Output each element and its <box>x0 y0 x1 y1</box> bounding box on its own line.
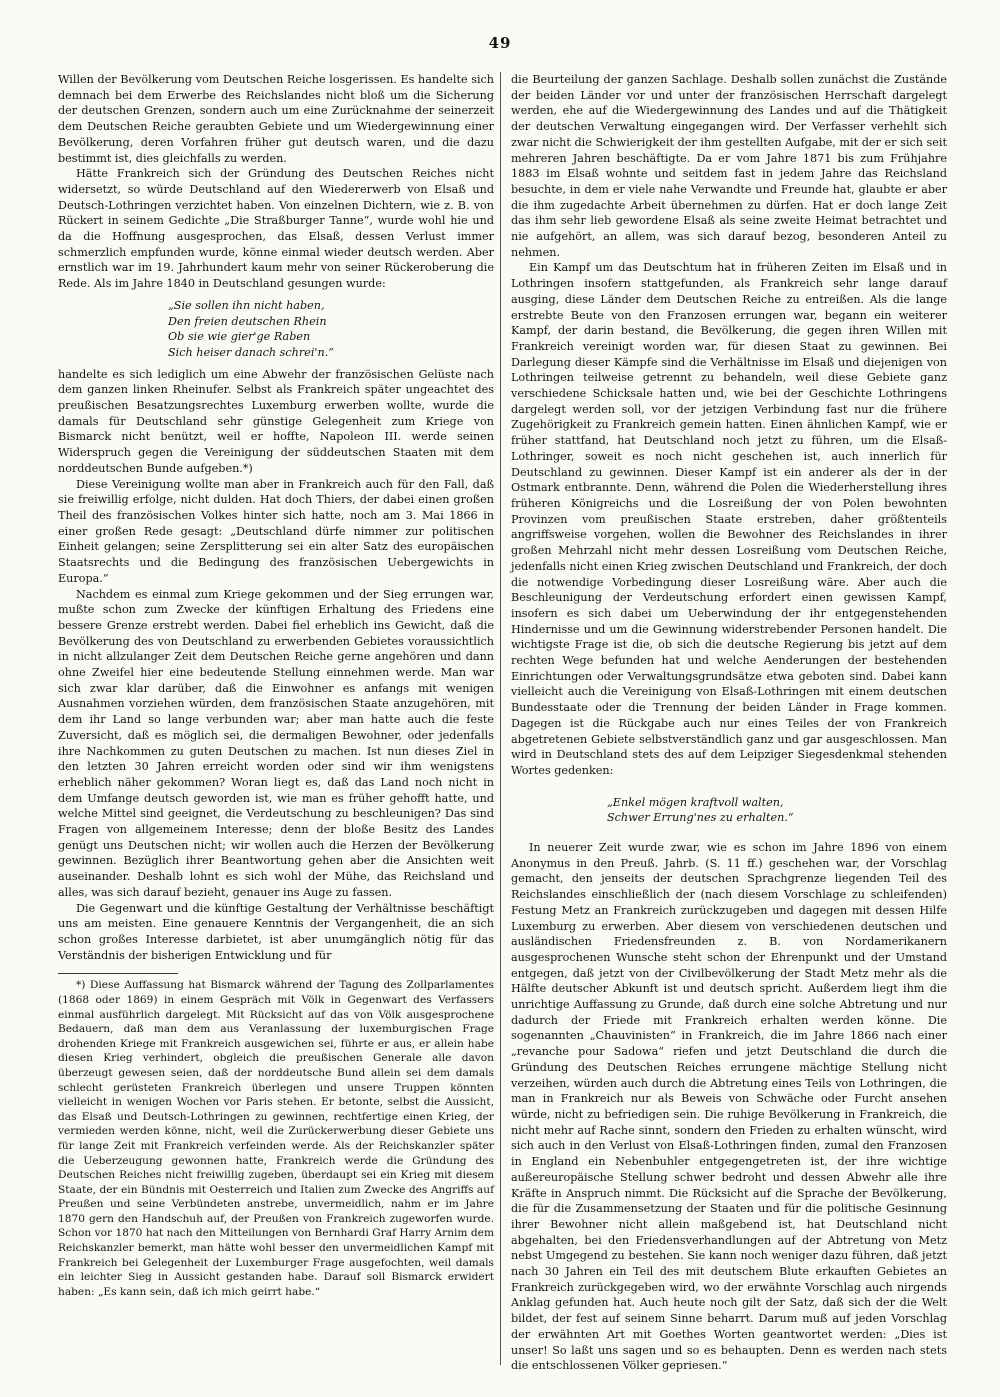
paragraph: Willen der Bevölkerung vom Deutschen Reiche losgerissen. Es handelte sich demnach bei dem Erwerbe des Reichslandes nicht bloß um die Sicherung der deutschen Grenzen, sondern auch um eine Zurücknahme der seinerzeit dem Deutschen Reiche geraubten Gebiete und um Wiedergewinnung einer Bevölkerung, deren Vorfahren früher gut deutsch waren, und die dazu bestimmt ist, dies gleichfalls zu werden. <box>58 73 494 165</box>
poem-line: „Enkel mögen kraftvoll walten, <box>607 795 784 809</box>
poem-quote <box>168 298 494 361</box>
paragraph: handelte es sich lediglich um eine Abwehr der französischen Gelüste nach dem ganzen linken Rheinufer. Selbst als Frankreich später ungeachtet des preußischen Besatzungsrechtes Luxemburg erwerben wollte, wurde die damals für Deutschland sehr günstige Gelegenheit zum Kriege von Bismarck nicht benützt, weil er hoffte, Napoleon III. werde seinen Widerspruch gegen die Vereinigung der süddeutschen Staaten mit dem norddeutschen Bunde aufgeben.*) <box>58 367 494 475</box>
left-column <box>58 72 494 1299</box>
poem-line: Ob sie wie gier'ge Raben <box>168 330 311 344</box>
paragraph: die Beurteilung der ganzen Sachlage. Deshalb sollen zunächst die Zustände der beiden Länder vor und unter der französischen Herrschaft dargelegt werden, ehe auf die Wiedergewinnung des Landes und auf die Thätigkeit der deutschen Verwaltung eingegangen wird. Der Verfasser verhehlt sich zwar nicht die Schwierigkeit der ihm gestellten Aufgabe, mit der er sich seit mehreren Jahren beschäftigte. Da er vom Jahre 1871 bis zum Frühjahre 1883 im Elsaß wohnte und seitdem fast in jedem Jahre das Reichsland besuchte, in dem er viele nahe Verwandte und Freunde hat, glaubte er aber die ihm zugedachte Arbeit übernehmen zu dürfen. Hat er doch lange Zeit das ihm sehr lieb gewordene Elsaß als seine zweite Heimat betrachtet und nie aufgehört, an allem, was sich darauf bezog, besonderen Anteil zu nehmen. <box>511 73 947 259</box>
poem-line: Den freien deutschen Rhein <box>168 314 327 328</box>
footnote-text: *) Diese Auffassung hat Bismarck während der Tagung des Zollparlamentes (1868 oder 1869) in einem Gespräch mit Völk in Gegenwart des Verfassers einmal ausführlich dargelegt. Mit Rücksicht auf das von Völk ausgesprochene Bedauern, daß man dem aus Veranlassung der luxemburgischen Frage drohenden Kriege mit Frankreich ausgewichen sei, führte er aus, er allein habe diesen Krieg verhindert, obgleich die preußischen Generale alle davon überzeugt gewesen seien, daß der norddeutsche Bund allein sei dem damals schlecht gerüsteten Frankreich überlegen und unsere Truppen könnten vielleicht in wenigen Wochen vor Paris stehen. Er betonte, selbst die Aussicht, das Elsaß und Deutsch-Lothringen zu gewinnen, rechtfertige einen Krieg, der vermieden werden könne, nicht, weil die Zurückerwerbung dieser Gebiete uns für lange Zeit mit Frankreich verfeinden werde. Als der Reichskanzler später die Ueberzeugung gewonnen hatte, Frankreich werde die Gründung des Deutschen Reiches nicht freiwillig zugeben, überdaupt sei ein Krieg mit diesem Staate, der ein Bündnis mit Oesterreich und Italien zum Zwecke des Angriffs auf Preußen und seine Verbündeten anstrebe, unvermeidlich, nahm er im Jahre 1870 gern den Handschuh auf, der Preußen von Frankreich zugeworfen wurde. Schon vor 1870 hat nach den Mitteilungen von Bernhardi Graf Harry Arnim dem Reichskanzler bemerkt, man hätte wohl besser den unvermeidlichen Kampf mit Frankreich bei Gelegenheit der Luxemburger Frage ausgefochten, weil damals ein leichter Sieg in Aussicht gestanden habe. Darauf soll Bismarck erwidert haben: „Es kann sein, daß ich mich geirrt habe.“ <box>58 979 494 1298</box>
paragraph: In neuerer Zeit wurde zwar, wie es schon im Jahre 1896 von einem Anonymus in den Preuß. Jahrb. (S. 11 ff.) geschehen war, der Vorschlag gemacht, den jenseits der deutschen Sprachgrenze liegenden Teil des Reichslandes einschließlich der (nach diesem Vorschlage zu schleifenden) Festung Metz an Frankreich zurückzugeben und dagegen mit dessen Hilfe Luxemburg zu erwerben. Aber diesem von verschiedenen deutschen und ausländischen Friedensfreunden z. B. von Nordamerikanern ausgesprochenen Wunsche steht schon der Ehrenpunkt und der Umstand entgegen, daß jetzt von der Civilbevölkerung der Stadt Metz mehr als die Hälfte deutscher Abkunft ist und deutsch spricht. Außerdem liegt ihm die unrichtige Auffassung zu Grunde, daß durch eine solche Abtretung und nur dadurch der Friede mit Frankreich erhalten werden könne. Die sogenannten „Chauvinisten“ in Frankreich, die im Jahre 1866 nach einer „revanche pour Sadowa“ riefen und jetzt Deutschland die durch die Gründung des Deutschen Reiches errungene mächtige Stellung nicht verzeihen, würden auch durch die Abtretung eines Teils von Lothringen, die man in Frankreich nur als Beweis von Schwäche oder Furcht ansehen würde, nicht zu befriedigen sein. Die ruhige Bevölkerung in Frankreich, die nicht mehr auf Rache sinnt, sondern den Frieden zu erhalten wünscht, wird sich auch in den Verlust von Elsaß-Lothringen finden, zumal den Franzosen in England ein Nebenbuhler entgegengetreten ist, der ihre wichtige außereuropäische Stellung schwer bedroht und dessen Abwehr alle ihre Kräfte in Anspruch nimmt. Die Rücksicht auf die Sprache der Bevölkerung, die für die Zusammensetzung der Staaten und für die politische Gesinnung ihrer Bewohner nicht allein maßgebend ist, hat Deutschland nicht abgehalten, bei den Friedensverhandlungen auf der Abtretung von Metz nebst Umgegend zu bestehen. Sie kann noch weniger dazu führen, daß jetzt nach 30 Jahren ein Teil des mit deutschem Blute erkauften Gebietes an Frankreich zurückgegeben wird, wo der erwähnte Vorschlag auch nirgends Anklag gefunden hat. Auch heute noch gilt der Satz, daß sich der die Welt bildet, der fest auf seinem Sinne beharrt. Darum muß auf jeden Vorschlag der erwähnten Art mit Goethes Worten geantwortet werden: „Dies ist unser! So laßt uns sagen und so es behaupten. Denn es werden nach stets die entschlossenen Völker gepriesen.“ <box>511 841 947 1373</box>
paragraph: Hätte Frankreich sich der Gründung des Deutschen Reiches nicht widersetzt, so würde Deutschland auf den Wiedererwerb von Elsaß und Deutsch-Lothringen verzichtet haben. Von einzelnen Dichtern, wie z. B. von Rückert in seinem Gedichte „Die Straßburger Tanne“, wurde wohl hie und da die Hoffnung ausgesprochen, das Elsaß, dessen Verlust immer schmerzlich empfunden wurde, könne einmal wieder deutsch werden. Aber ernstlich war im 19. Jahrhundert kaum mehr von seiner Rückeroberung die Rede. Als im Jahre 1840 in Deutschland gesungen wurde: <box>58 167 494 291</box>
paragraph: Ein Kampf um das Deutschtum hat in früheren Zeiten im Elsaß und in Lothringen insofern stattgefunden, als Frankreich sehr lange darauf ausging, diese Länder dem Deutschen Reiche zu entreißen. Als die lange erstrebte Beute von den Franzosen errungen war, begann ein weiterer Kampf, der darin bestand, die Bevölkerung, die gegen ihren Willen mit Frankreich vereinigt worden war, für diesen Staat zu gewinnen. Bei Darlegung dieser Kämpfe sind die Verhältnisse im Elsaß und diejenigen von Lothringen teilweise getrennt zu behandeln, weil diese Gebiete ganz verschiedene Schicksale hatten und, wie bei der Geschichte Lothringens dargelegt werden soll, vor der jetzigen Verbindung fast nur die frühere Zugehörigkeit zu Frankreich gemein hatten. Einen ähnlichen Kampf, wie er früher stattfand, hat Deutschland noch jetzt zu führen, um die Elsaß-Lothringer, soweit es noch nicht geschehen ist, auch innerlich für Deutschland zu gewinnen. Dieser Kampf ist ein anderer als der in der Ostmark entbrannte. Denn, während die Polen die Wiederherstellung ihres früheren Königreichs und die Losreißung der von Polen bewohnten Provinzen vom preußischen Staate erstreben, daher größtenteils angriffsweise vorgehen, wollen die Bewohner des Reichslandes in ihrer großen Mehrzahl nicht mehr dessen Losreißung vom Deutschen Reiche, jedenfalls nicht einen Krieg zwischen Deutschland und Frankreich, der doch die notwendige Vorbedingung dieser Losreißung wäre. Aber auch die Beschleunigung der Verdeutschung erfordert einen gewissen Kampf, insofern es sich dabei um Ueberwindung der ihr entgegenstehenden Hindernisse und um die Gewinnung widerstrebender Personen handelt. Die wichtigste Frage ist die, ob sich die deutsche Regierung bis jetzt auf dem rechten Wege befunden hat und welche Aenderungen der bestehenden Einrichtungen oder Verwaltungsgrundsätze etwa geboten sind. Dabei kann vielleicht auch die Vereinigung von Elsaß-Lothringen mit einem deutschen Bundesstaate oder die Trennung der beiden Länder in Frage kommen. Dagegen ist die Rückgabe auch nur eines Teiles der von Frankreich abgetretenen Gebiete selbstverständlich ganz und gar ausgeschlossen. Man wird in Deutschland stets des auf dem Leipziger Siegesdenkmal stehenden Wortes gedenken: <box>511 261 947 777</box>
paragraph: Nachdem es einmal zum Kriege gekommen und der Sieg errungen war, mußte schon zum Zwecke der künftigen Erhaltung des Friedens eine bessere Grenze erstrebt werden. Dabei fiel erheblich ins Gewicht, daß die Bevölkerung des von Deutschland zu erwerbenden Gebietes voraussichtlich in nicht allzulanger Zeit dem Deutschen Reiche gerne angehören und dann ohne Zweifel hier eine bedeutende Stellung einnehmen werde. Man war sich zwar klar darüber, daß die Einwohner es anfangs mit wenigen Ausnahmen vorziehen würden, dem französischen Staate anzugehören, mit dem ihr Land so lange verbunden war; aber man hatte auch die feste Zuversicht, daß es möglich sei, die dermaligen Bewohner, oder jedenfalls ihre Nachkommen zu guten Deutschen zu machen. Ist nun dieses Ziel in den letzten 30 Jahren erreicht worden oder sind wir ihm wenigstens erheblich näher gekommen? Woran liegt es, daß das Land noch nicht in dem Umfange deutsch geworden ist, wie man es früher gehofft hatte, und welche Mittel sind geeignet, die Verdeutschung zu beschleunigen? Das sind Fragen von allgemeinem Interesse; denn der bloße Besitz des Landes genügt uns Deutschen nicht; wir wollen auch die Herzen der Bevölkerung gewinnen. Bezüglich ihrer Beantwortung gehen aber die Ansichten weit auseinander. Deshalb lohnt es sich wohl der Mühe, das Reichsland und alles, was sich darauf bezieht, genauer ins Auge zu fassen. <box>58 587 494 899</box>
poem-line: Sich heiser danach schrei'n.“ <box>168 345 334 359</box>
paragraph: Die Gegenwart und die künftige Gestaltung der Verhältnisse beschäftigt uns am meisten. Eine genauere Kenntnis der Vergangenheit, die an sich schon großes Interesse darbietet, ist aber unumgänglich nötig für das Verständnis der bisherigen Entwicklung und für <box>58 901 494 962</box>
page-number: 49 <box>488 34 512 52</box>
paragraph: Diese Vereinigung wollte man aber in Frankreich auch für den Fall, daß sie freiwillig erfolge, nicht dulden. Hat doch Thiers, der dabei einen großen Theil des französischen Volkes hinter sich hatte, noch am 3. Mai 1866 in einer großen Rede gesagt: „Deutschland dürfe nimmer zur politischen Einheit gelangen; seine Zersplitterung sei ein alter Satz des europäischen Staatsrechts und die Bedingung des französischen Uebergewichts in Europa.“ <box>58 477 494 585</box>
column-divider <box>500 72 501 1365</box>
footnote <box>58 978 494 1299</box>
right-column <box>511 72 947 1374</box>
footnote-divider <box>58 973 178 974</box>
poem-line: „Sie sollen ihn nicht haben, <box>168 298 325 312</box>
poem-line: Schwer Errung'nes zu erhalten.“ <box>607 811 794 825</box>
poem-quote <box>607 795 947 826</box>
